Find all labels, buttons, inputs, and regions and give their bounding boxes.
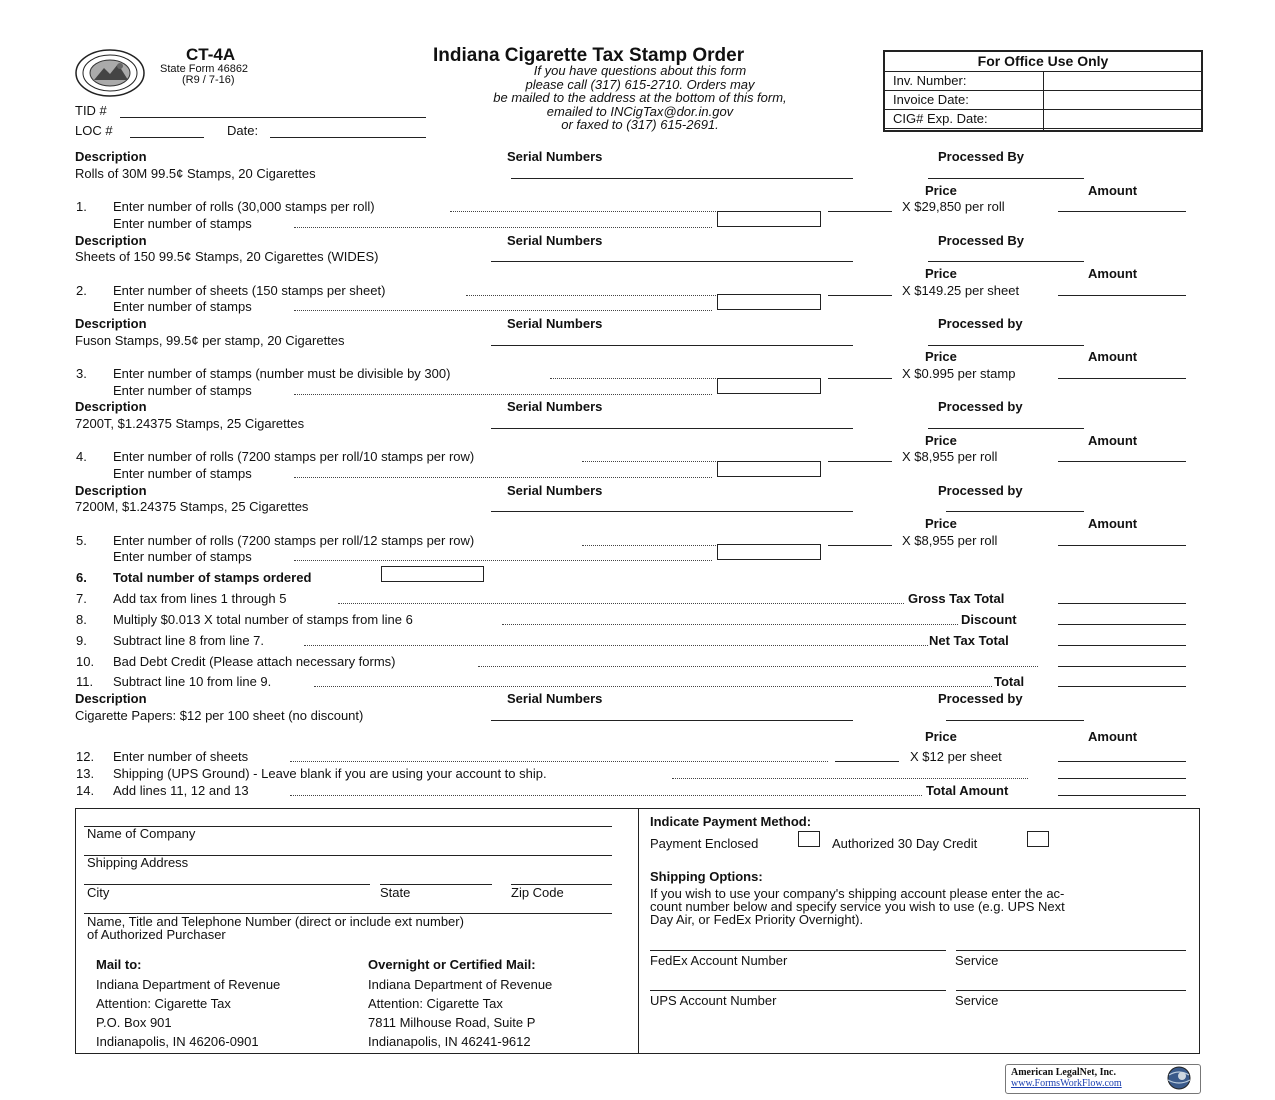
line-text: Enter number of stamps (number must be divisible by 300): [113, 366, 451, 381]
zip-code-label: Zip Code: [511, 885, 564, 900]
purchaser-label-2: of Authorized Purchaser: [87, 927, 226, 942]
bottom-divider: [638, 809, 639, 1053]
quantity-field[interactable]: [828, 295, 892, 296]
fedex-account-field[interactable]: [650, 950, 946, 951]
leader-dots: [294, 310, 712, 311]
office-use-box: [883, 50, 1203, 132]
line-text: Enter number of sheets (150 stamps per sheet): [113, 283, 386, 298]
date-field[interactable]: [270, 137, 426, 138]
section-description: Fuson Stamps, 99.5¢ per stamp, 20 Cigarettes: [75, 333, 345, 348]
processed-by-header: Processed By: [938, 149, 1024, 164]
payment-enclosed-label: Payment Enclosed: [650, 836, 759, 851]
line-text: Enter number of rolls (7200 stamps per roll/12 stamps per row): [113, 533, 475, 548]
amount-header: Amount: [1088, 516, 1138, 531]
processed-by-field[interactable]: [928, 261, 1084, 262]
description-header: Description: [75, 149, 147, 164]
stamps-label: Enter number of stamps: [113, 549, 252, 564]
mail-address-line: P.O. Box 901: [96, 1015, 172, 1030]
line-text: Enter number of sheets: [113, 749, 249, 764]
shipping-address-label: Shipping Address: [87, 855, 189, 870]
line-number: 9.: [76, 633, 87, 648]
company-name-label: Name of Company: [87, 826, 196, 841]
mail-to-title: Mail to:: [96, 957, 142, 972]
fedex-account-label: FedEx Account Number: [650, 953, 788, 968]
net-tax-total-field[interactable]: [1058, 645, 1186, 646]
section-description: 7200T, $1.24375 Stamps, 25 Cigarettes: [75, 416, 305, 431]
description-header: Description: [75, 316, 147, 331]
quantity-field[interactable]: [828, 461, 892, 462]
processed-by-header: Processed by: [938, 316, 1023, 331]
line-text: Subtract line 10 from line 9.: [113, 674, 272, 689]
line-number: 1.: [76, 199, 87, 214]
line-number: 10.: [76, 654, 95, 669]
description-header: Description: [75, 691, 147, 706]
state-seal-icon: [74, 48, 146, 98]
line-number: 8.: [76, 612, 87, 627]
form-title: Indiana Cigarette Tax Stamp Order: [433, 45, 745, 66]
stamps-input[interactable]: [717, 294, 821, 310]
line-number: 7.: [76, 591, 87, 606]
overnight-address-line: 7811 Milhouse Road, Suite P: [368, 1015, 536, 1030]
overnight-address-line: Indianapolis, IN 46241-9612: [368, 1034, 531, 1049]
state-form-number: State Form 46862: [160, 63, 249, 75]
amount-field[interactable]: [1058, 378, 1186, 379]
line-number: 3.: [76, 366, 87, 381]
tid-label: TID #: [75, 103, 107, 118]
tid-field[interactable]: [120, 117, 426, 118]
globe-icon: [1161, 1066, 1197, 1090]
line-number: 12.: [76, 749, 95, 764]
serial-numbers-field[interactable]: [491, 261, 853, 262]
quantity-field[interactable]: [828, 545, 892, 546]
leader-dots: [672, 778, 1028, 779]
amount-field[interactable]: [1058, 461, 1186, 462]
serial-numbers-header: Serial Numbers: [507, 149, 603, 164]
leader-dots: [294, 477, 712, 478]
serial-numbers-field[interactable]: [491, 720, 853, 721]
price-text: X $0.995 per stamp: [902, 366, 1016, 381]
serial-numbers-field[interactable]: [491, 511, 853, 512]
purchaser-label: Name, Title and Telephone Number (direct or include ext number): [87, 914, 464, 929]
ups-account-label: UPS Account Number: [650, 993, 777, 1008]
leader-dots: [304, 645, 928, 646]
sheets-field[interactable]: [835, 761, 899, 762]
amount-header: Amount: [1088, 433, 1138, 448]
serial-numbers-header: Serial Numbers: [507, 691, 603, 706]
line-text: Add lines 11, 12 and 13: [113, 783, 249, 798]
amount-field[interactable]: [1058, 761, 1186, 762]
serial-numbers-header: Serial Numbers: [507, 233, 603, 248]
shipping-field[interactable]: [1058, 778, 1186, 779]
discount-label: Discount: [961, 612, 1017, 627]
state-label: State: [380, 885, 411, 900]
price-text: X $29,850 per roll: [902, 199, 1005, 214]
city-label: City: [87, 885, 110, 900]
instruction-line: please call (317) 615-2710. Orders may: [525, 76, 755, 92]
overnight-title: Overnight or Certified Mail:: [368, 957, 536, 972]
instruction-line: If you have questions about this form: [533, 63, 747, 78]
stamps-label: Enter number of stamps: [113, 466, 252, 481]
leader-dots: [314, 686, 992, 687]
stamps-label: Enter number of stamps: [113, 299, 252, 314]
price-header: Price: [925, 433, 957, 448]
fedex-service-label: Service: [955, 953, 999, 968]
papers-description: Cigarette Papers: $12 per 100 sheet (no discount): [75, 708, 364, 723]
date-label: Date:: [227, 123, 259, 138]
price-text: X $8,955 per roll: [902, 533, 998, 548]
price-text: X $8,955 per roll: [902, 449, 998, 464]
discount-field[interactable]: [1058, 624, 1186, 625]
price-header: Price: [925, 183, 957, 198]
serial-numbers-field[interactable]: [511, 178, 853, 179]
overnight-address-line: Attention: Cigarette Tax: [368, 996, 503, 1011]
serial-numbers-field[interactable]: [491, 428, 853, 429]
price-header: Price: [925, 266, 957, 281]
line-number: 11.: [76, 674, 94, 689]
amount-field[interactable]: [1058, 545, 1186, 546]
office-use-title: For Office Use Only: [885, 52, 1201, 72]
shipping-instructions: count number below and specify service you wish to use (e.g. UPS Next: [650, 899, 1065, 914]
form-code: CT-4A: [186, 45, 236, 64]
leader-dots: [338, 603, 904, 604]
mail-address-line: Indianapolis, IN 46206-0901: [96, 1034, 259, 1049]
leader-dots: [294, 227, 712, 228]
instruction-line: emailed to INCigTax@dor.in.gov: [546, 103, 734, 119]
mail-address-line: Indiana Department of Revenue: [96, 977, 281, 992]
serial-numbers-header: Serial Numbers: [507, 316, 603, 331]
shipping-options-title: Shipping Options:: [650, 869, 763, 884]
price-text: X $12 per sheet: [910, 749, 1002, 764]
city-field[interactable]: [84, 884, 370, 885]
instruction-line: or faxed to (317) 615-2691.: [561, 117, 719, 132]
price-header: Price: [925, 516, 957, 531]
line-number: 5.: [76, 533, 87, 548]
section-description: Rolls of 30M 99.5¢ Stamps, 20 Cigarettes: [75, 166, 316, 181]
instruction-line: be mailed to the address at the bottom of this form,: [493, 90, 787, 105]
amount-field[interactable]: [1058, 211, 1186, 212]
stamps-label: Enter number of stamps: [113, 216, 252, 231]
serial-numbers-header: Serial Numbers: [507, 399, 603, 414]
processed-by-field[interactable]: [928, 178, 1084, 179]
total-amount-label: Total Amount: [926, 783, 1009, 798]
leader-dots: [290, 795, 922, 796]
loc-label: LOC #: [75, 123, 113, 138]
amount-field[interactable]: [1058, 295, 1186, 296]
mail-address-line: Attention: Cigarette Tax: [96, 996, 231, 1011]
line-text: Bad Debt Credit (Please attach necessary forms): [113, 654, 396, 669]
day-credit-label: Authorized 30 Day Credit: [832, 836, 978, 851]
overnight-address-line: Indiana Department of Revenue: [368, 977, 553, 992]
shipping-instructions: If you wish to use your company's shipping account please enter the ac-: [650, 886, 1065, 901]
serial-numbers-field[interactable]: [491, 345, 853, 346]
payment-method-title: Indicate Payment Method:: [650, 814, 812, 829]
line-text: Add tax from lines 1 through 5: [113, 591, 287, 606]
description-header: Description: [75, 233, 147, 248]
price-header: Price: [925, 349, 957, 364]
line-text: Multiply $0.013 X total number of stamps from line 6: [113, 612, 413, 627]
line-text: Subtract line 8 from line 7.: [113, 633, 265, 648]
description-header: Description: [75, 399, 147, 414]
form-revision: (R9 / 7-16): [182, 74, 235, 86]
gross-tax-total-label: Gross Tax Total: [908, 591, 1005, 606]
processed-by-header: Processed By: [938, 233, 1024, 248]
leader-dots: [290, 761, 828, 762]
leader-dots: [294, 560, 712, 561]
gross-tax-total-field[interactable]: [1058, 603, 1186, 604]
total-field[interactable]: [1058, 686, 1186, 687]
processed-by-field[interactable]: [928, 345, 1084, 346]
amount-header: Amount: [1088, 729, 1138, 744]
processed-by-header: Processed by: [938, 483, 1023, 498]
processed-by-header: Processed by: [938, 399, 1023, 414]
line-text: Enter number of rolls (7200 stamps per roll/10 stamps per row): [113, 449, 475, 464]
leader-dots: [478, 666, 1038, 667]
inv-number-label: Inv. Number:: [893, 73, 967, 88]
stamps-input[interactable]: [717, 378, 821, 394]
price-header: Price: [925, 729, 957, 744]
payment-enclosed-checkbox[interactable]: [798, 831, 820, 847]
ups-account-field[interactable]: [650, 990, 946, 991]
line-number: 13.: [76, 766, 95, 781]
invoice-date-label: Invoice Date:: [893, 92, 969, 107]
net-tax-total-label: Net Tax Total: [929, 633, 1009, 648]
fedex-service-field[interactable]: [956, 950, 1186, 951]
processed-by-header: Processed by: [938, 691, 1023, 706]
quantity-field[interactable]: [828, 378, 892, 379]
leader-dots: [502, 624, 958, 625]
legalnet-company: American LegalNet, Inc.: [1011, 1067, 1116, 1078]
serial-numbers-header: Serial Numbers: [507, 483, 603, 498]
processed-by-field[interactable]: [946, 720, 1084, 721]
section-description: 7200M, $1.24375 Stamps, 25 Cigarettes: [75, 499, 309, 514]
processed-by-field[interactable]: [928, 428, 1084, 429]
amount-header: Amount: [1088, 183, 1138, 198]
contact-instructions: [440, 64, 840, 132]
description-header: Description: [75, 483, 147, 498]
legalnet-url[interactable]: www.FormsWorkFlow.com: [1011, 1078, 1122, 1089]
ups-service-label: Service: [955, 993, 999, 1008]
amount-header: Amount: [1088, 266, 1138, 281]
shipping-instructions: Day Air, or FedEx Priority Overnight).: [650, 912, 864, 927]
stamps-input[interactable]: [717, 544, 821, 560]
line-number: 4.: [76, 449, 87, 464]
stamps-input[interactable]: [717, 211, 821, 227]
line-number: 14.: [76, 783, 95, 798]
cig-exp-date-label: CIG# Exp. Date:: [893, 111, 988, 126]
quantity-field[interactable]: [828, 211, 892, 212]
loc-field[interactable]: [130, 137, 204, 138]
section-description: Sheets of 150 99.5¢ Stamps, 20 Cigarettes (WIDES): [75, 249, 379, 264]
total-stamps-label: Total number of stamps ordered: [113, 570, 312, 585]
line-text: Shipping (UPS Ground) - Leave blank if you are using your account to ship.: [113, 766, 547, 781]
stamps-label: Enter number of stamps: [113, 383, 252, 398]
line-number: 6.: [76, 570, 87, 585]
leader-dots: [294, 394, 712, 395]
bad-debt-credit-field[interactable]: [1058, 666, 1186, 667]
total-label: Total: [994, 674, 1025, 689]
total-amount-field[interactable]: [1058, 795, 1186, 796]
line-number: 2.: [76, 283, 87, 298]
total-stamps-input[interactable]: [381, 566, 484, 582]
processed-by-field[interactable]: [946, 511, 1084, 512]
ups-service-field[interactable]: [956, 990, 1186, 991]
stamps-input[interactable]: [717, 461, 821, 477]
amount-header: Amount: [1088, 349, 1138, 364]
price-text: X $149.25 per sheet: [902, 283, 1020, 298]
day-credit-checkbox[interactable]: [1027, 831, 1049, 847]
office-divider: [1043, 72, 1044, 130]
line-text: Enter number of rolls (30,000 stamps per roll): [113, 199, 375, 214]
